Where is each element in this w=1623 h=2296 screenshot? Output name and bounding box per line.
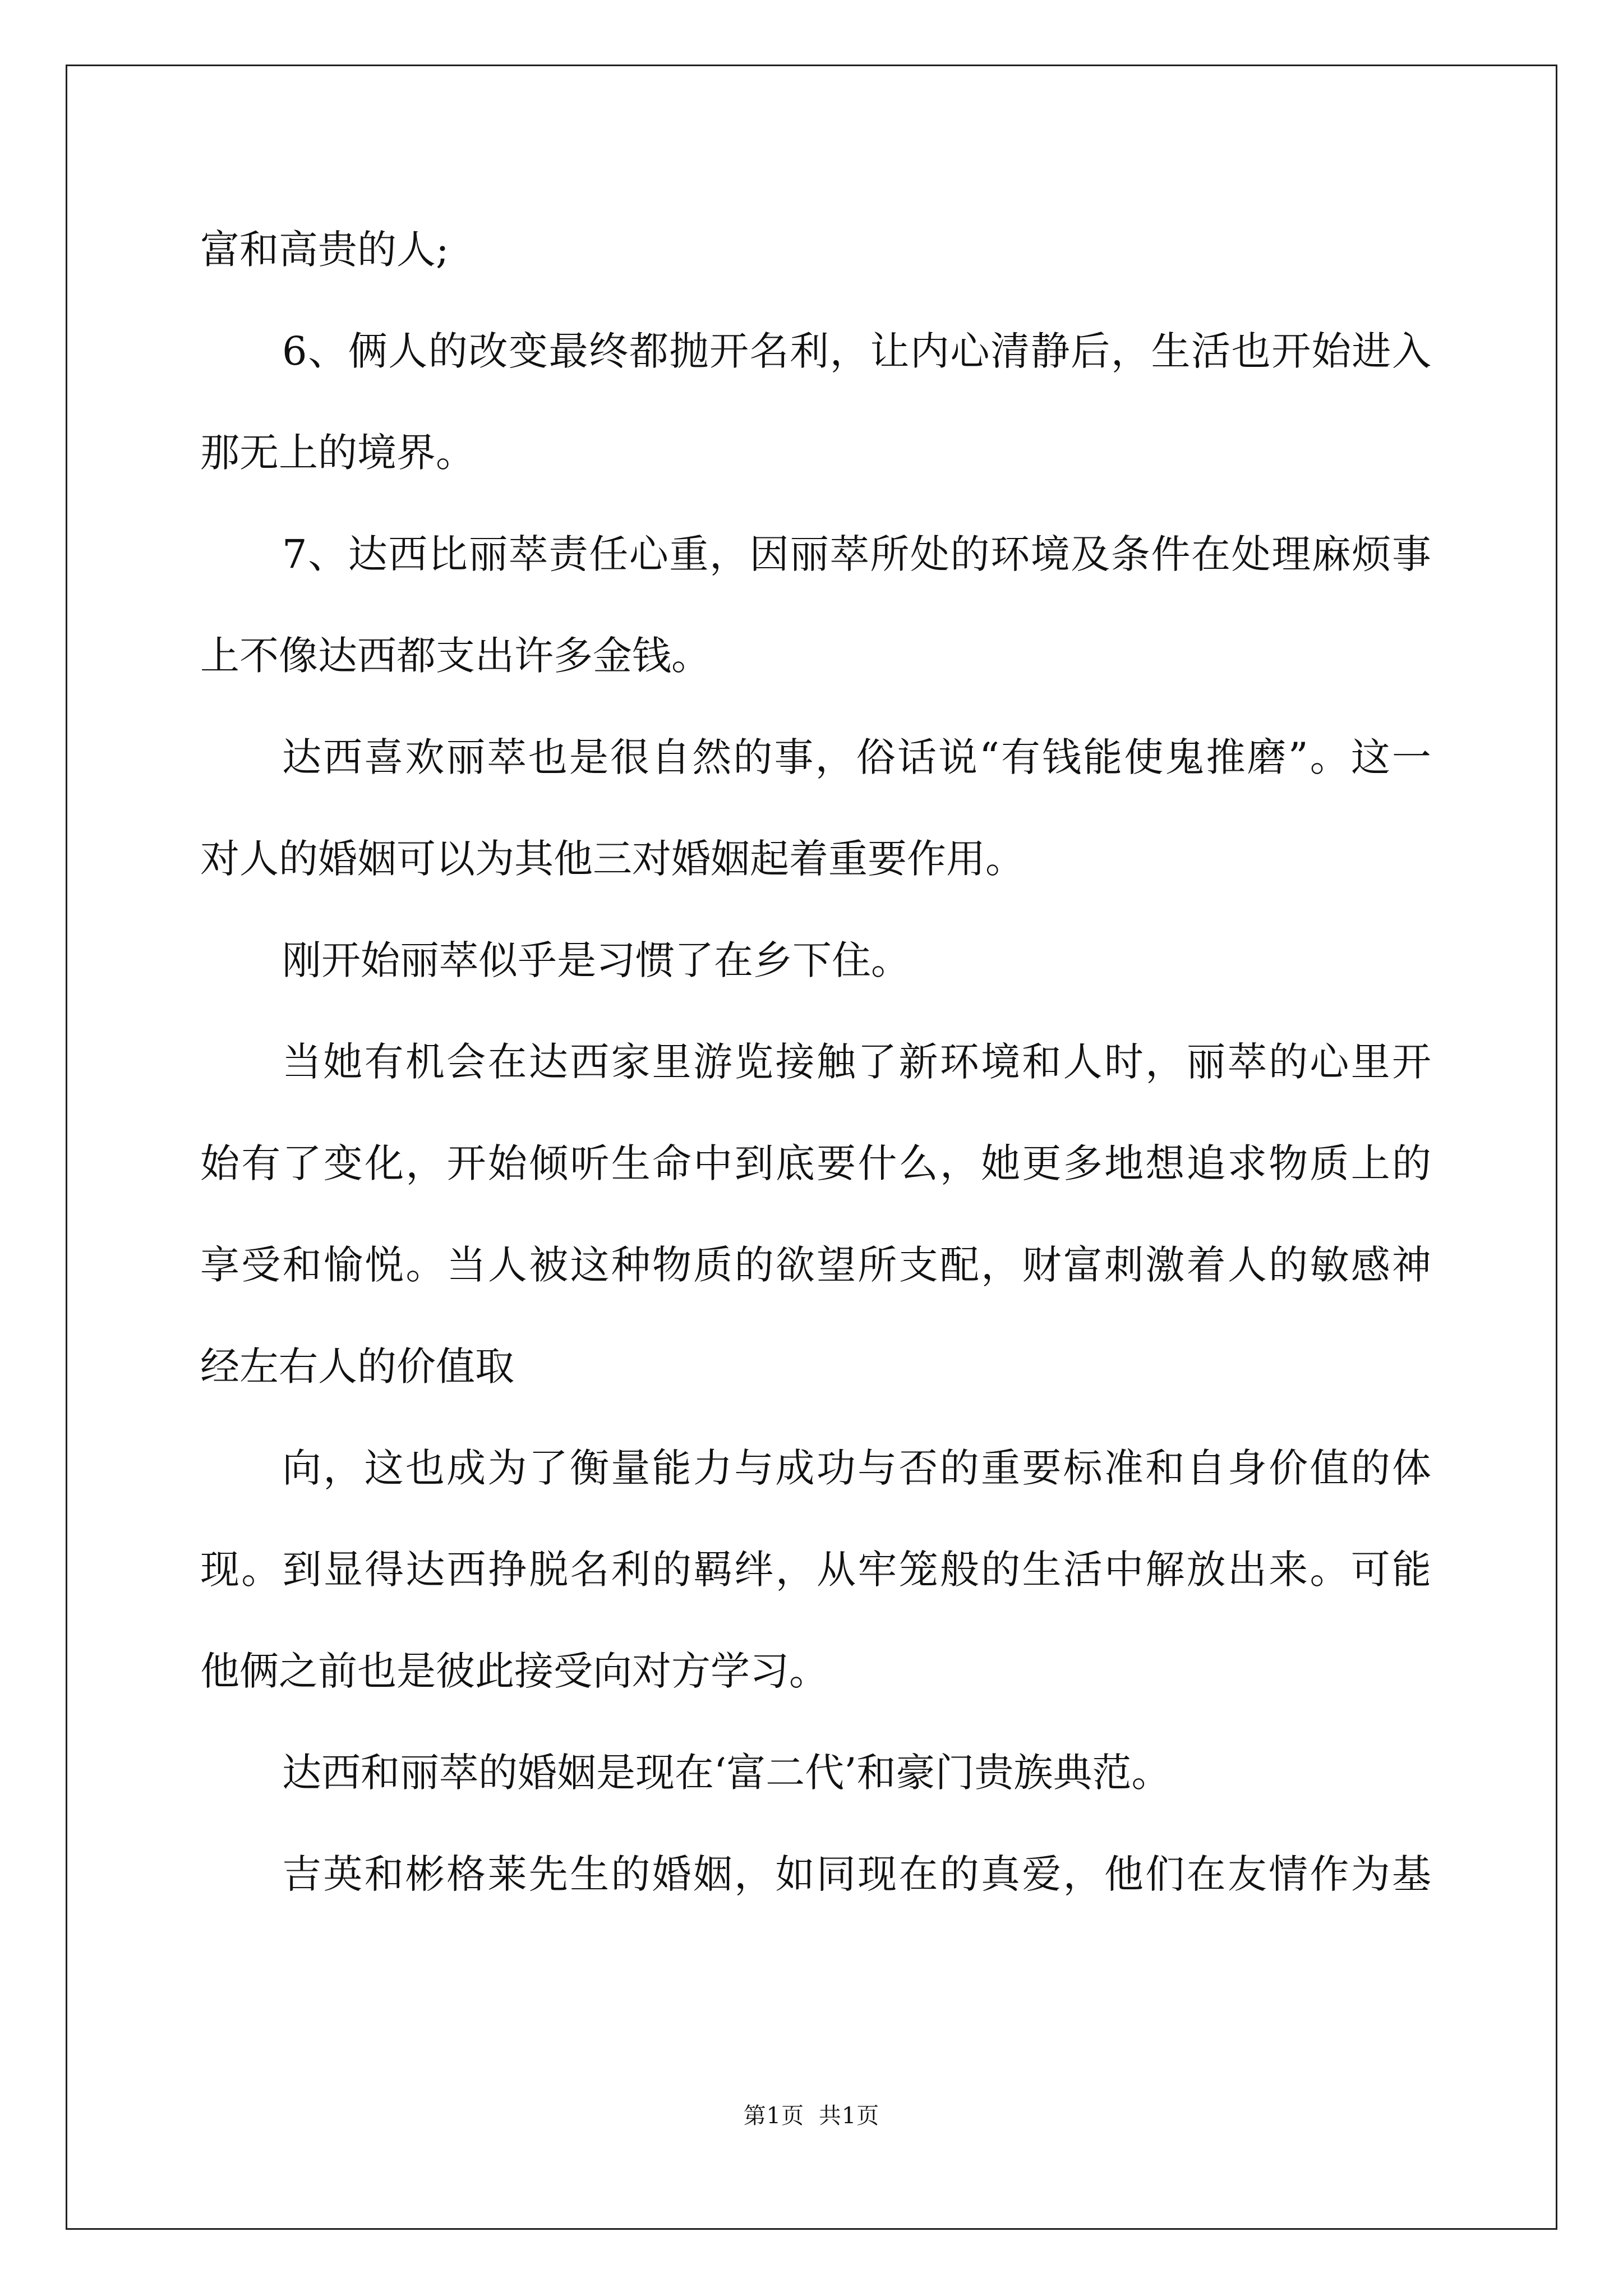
- text-line: 他俩之前也是彼此接受向对方学习。: [200, 1648, 828, 1694]
- text-line: 向，这也成为了衡量能力与成功与否的重要标准和自身价值的体: [282, 1445, 1431, 1491]
- text-line: 富和高贵的人;: [200, 227, 449, 273]
- text-line: 达西喜欢丽萃也是很自然的事，俗话说“有钱能使鬼推磨”。这一: [282, 734, 1431, 780]
- page-footer: [0, 2098, 1623, 2130]
- text-line: 达西和丽萃的婚姻是现在‘富二代’和豪门贵族典范。: [282, 1750, 1171, 1796]
- page-number: 第1页: [743, 2103, 805, 2129]
- text-line: 6、俩人的改变最终都抛开名利，让内心清静后，生活也开始进入: [282, 328, 1431, 374]
- text-line: 经左右人的价值取: [200, 1343, 514, 1389]
- text-line: 当她有机会在达西家里游览接触了新环境和人时，丽萃的心里开: [282, 1039, 1431, 1085]
- text-line: 上不像达西都支出许多金钱。: [200, 633, 711, 679]
- text-line: 享受和愉悦。当人被这种物质的欲望所支配，财富刺激着人的敏感神: [200, 1242, 1431, 1288]
- text-line: 7、达西比丽萃责任心重，因丽萃所处的环境及条件在处理麻烦事: [282, 531, 1431, 577]
- text-line: 吉英和彬格莱先生的婚姻，如同现在的真爱，他们在友情作为基: [282, 1851, 1431, 1897]
- text-line: 始有了变化，开始倾听生命中到底要什么，她更多地想追求物质上的: [200, 1140, 1431, 1186]
- text-line: 那无上的境界。: [200, 430, 475, 476]
- text-line: 对人的婚姻可以为其他三对婚姻起着重要作用。: [200, 836, 1025, 882]
- page-total: 共1页: [818, 2103, 880, 2129]
- text-line: 刚开始丽萃似乎是习惯了在乡下住。: [282, 937, 910, 983]
- document-body: [200, 199, 1431, 1925]
- text-line: 现。到显得达西挣脱名利的羁绊，从牢笼般的生活中解放出来。可能: [200, 1547, 1431, 1593]
